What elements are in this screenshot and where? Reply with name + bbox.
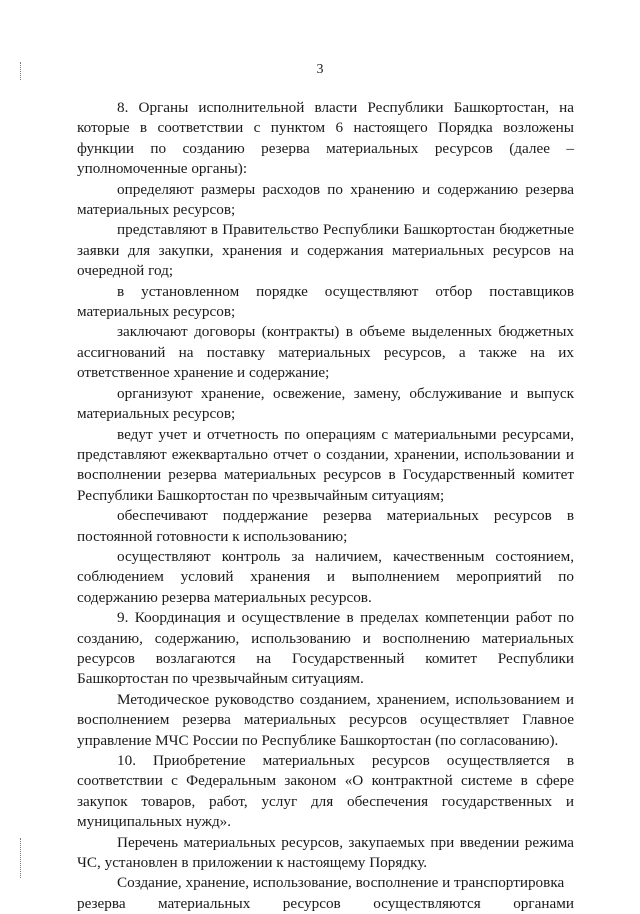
- margin-scan-mark-bottom: [20, 838, 22, 878]
- word: осуществляются: [373, 894, 481, 912]
- paragraph-supplier-selection: в установленном порядке осуществляют отбор поставщиков материальных ресурсов;: [77, 282, 574, 321]
- paragraph-control: осуществляют контроль за наличием, качественным состоянием, соблюдением условий хранения и выполнением мероприятий по содержанию резерва материальных ресурсов.: [77, 547, 574, 606]
- paragraph-creation-storage: Создание, хранение, использование, восполнение и транспортировка: [117, 874, 565, 892]
- paragraph-item-9: 9. Координация и осуществление в пределах компетенции работ по созданию, содержанию, использованию и восполнению материальных ресурсов возлагаются на Государственный комитет Республики Башкортостан по чрезвычайным ситуациям.: [77, 609, 574, 688]
- paragraph-methodical-guidance: Методическое руководство созданием, хранением, использованием и восполнением резерва материальных ресурсов осуществляет Главное управление МЧС России по Республике Башкортостан (по согласованию).: [77, 690, 574, 749]
- paragraph-readiness: обеспечивают поддержание резерва материальных ресурсов в постоянной готовности к использованию;: [77, 507, 574, 545]
- word: органами: [513, 894, 574, 912]
- paragraph-budget-requests: представляют в Правительство Республики Башкортостан бюджетные заявки для закупки, хранения и содержания материальных ресурсов на очередной год;: [77, 221, 574, 280]
- paragraph-item-8: 8. Органы исполнительной власти Республики Башкортостан, на которые в соответствии с пунктом 6 настоящего Порядка возложены функции по созданию резерва материальных ресурсов (далее – уполномоченные органы):: [77, 99, 574, 178]
- paragraph-continuation-line: [77, 894, 574, 914]
- word: ресурсов: [282, 894, 341, 912]
- word: резерва: [77, 894, 126, 912]
- paragraph-contracts: заключают договоры (контракты) в объеме выделенных бюджетных ассигнований на поставку материальных ресурсов, а также на их ответственное хранение и содержание;: [77, 323, 574, 382]
- paragraph-storage-organization: организуют хранение, освежение, замену, обслуживание и выпуск материальных ресурсов;: [77, 384, 574, 423]
- paragraph-resource-list: Перечень материальных ресурсов, закупаемых при введении режима ЧС, установлен в приложении к настоящему Порядку.: [77, 833, 574, 872]
- word: материальных: [158, 894, 251, 912]
- paragraph-expense-sizes: определяют размеры расходов по хранению и содержанию резерва материальных ресурсов;: [77, 180, 574, 219]
- paragraph-item-10: 10. Приобретение материальных ресурсов осуществляется в соответствии с Федеральным законом «О контрактной системе в сфере закупок товаров, работ, услуг для обеспечения государственных и муниципальных нужд».: [77, 752, 574, 831]
- paragraph-accounting-reporting: ведут учет и отчетность по операциям с материальными ресурсами, представляют ежеквартально отчет о создании, хранении, использовании и восполнении резерва материальных ресурсов в Государственный комитет Республики Башкортостан по чрезвычайным ситуациям;: [77, 425, 574, 504]
- page-number: 3: [316, 62, 324, 77]
- document-body: [77, 98, 574, 914]
